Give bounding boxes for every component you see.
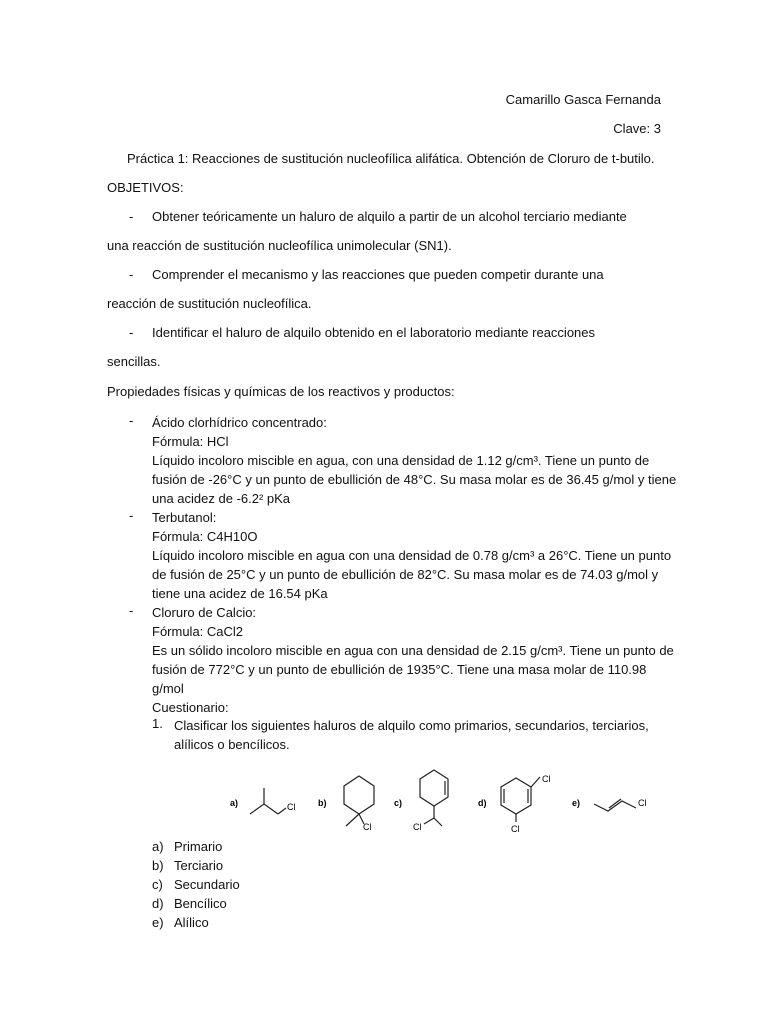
label-d: d) xyxy=(478,798,487,808)
bullet-dash: - xyxy=(129,508,134,523)
property-line: Terbutanol: xyxy=(152,510,217,525)
chlorine-label: Cl xyxy=(542,774,551,784)
answer-text: Alílico xyxy=(174,915,209,930)
objective-1-line1: Obtener teóricamente un haluro de alquilo a partir de un alcohol terciario mediante xyxy=(152,209,627,224)
structures-image xyxy=(226,764,660,836)
key-number: Clave: 3 xyxy=(613,121,661,136)
question-text xyxy=(174,716,649,754)
bullet-dash: - xyxy=(129,413,134,428)
chlorine-label: Cl xyxy=(287,802,296,812)
answer-letter: e) xyxy=(152,915,164,930)
practice-title: Práctica 1: Reacciones de sustitución nucleofílica alifática. Obtención de Cloruro de t-butilo. xyxy=(127,151,655,166)
chlorine-label: Cl xyxy=(511,824,520,834)
question-line2: alílicos o bencílicos. xyxy=(174,737,290,752)
answer-text: Primario xyxy=(174,839,223,854)
question-line1: Clasificar los siguientes haluros de alquilo como primarios, secundarios, terciarios, xyxy=(174,718,649,733)
property-line: Fórmula: CaCl2 xyxy=(152,624,244,639)
property-calcium-chloride xyxy=(152,603,674,717)
objective-2-line1: Comprender el mecanismo y las reacciones que pueden competir durante una xyxy=(152,267,604,282)
property-line: Ácido clorhídrico concentrado: xyxy=(152,415,327,430)
property-hcl xyxy=(152,413,676,508)
answer-text: Bencílico xyxy=(174,896,227,911)
questionnaire-heading: Cuestionario: xyxy=(152,700,229,715)
property-line: fusión de 772°C y un punto de ebullición de 1935°C. Tiene una masa molar de 110.98 xyxy=(152,662,647,677)
objectives-heading: OBJETIVOS: xyxy=(107,180,184,195)
author-name: Camarillo Gasca Fernanda xyxy=(505,92,661,107)
property-line: de fusión de 25°C y un punto de ebullición de 82°C. Su masa molar es de 74.03 g/mol y xyxy=(152,567,659,582)
property-line: Fórmula: C4H10O xyxy=(152,529,258,544)
label-e: e) xyxy=(572,798,581,808)
bullet-dash: - xyxy=(129,325,134,340)
property-line: Cloruro de Calcio: xyxy=(152,605,257,620)
properties-heading: Propiedades físicas y químicas de los reactivos y productos: xyxy=(107,384,455,399)
property-line: Líquido incoloro miscible en agua, con una densidad de 1.12 g/cm³. Tiene un punto de xyxy=(152,453,650,468)
label-c: c) xyxy=(394,798,403,808)
structure-c-ring xyxy=(420,770,448,806)
objective-3-line2: sencillas. xyxy=(107,354,161,369)
structure-b-ring xyxy=(344,776,374,814)
label-a: a) xyxy=(230,798,239,808)
objective-1-line2: una reacción de sustitución nucleofílica unimolecular (SN1). xyxy=(107,238,452,253)
property-line: Es un sólido incoloro miscible en agua con una densidad de 2.15 g/cm³. Tiene un punto de xyxy=(152,643,674,658)
answer-letter: a) xyxy=(152,839,164,854)
answer-letter: c) xyxy=(152,877,163,892)
structure-d-ring xyxy=(501,778,531,814)
property-line: Fórmula: HCl xyxy=(152,434,229,449)
bullet-dash: - xyxy=(129,209,134,224)
objective-2-line2: reacción de sustitución nucleofílica. xyxy=(107,296,312,311)
chlorine-label: Cl xyxy=(638,798,647,808)
chlorine-label: Cl xyxy=(413,822,422,832)
alkyl-halides-figure xyxy=(226,764,660,836)
property-line: g/mol xyxy=(152,681,184,696)
bullet-dash: - xyxy=(129,603,134,618)
answer-text: Secundario xyxy=(174,877,240,892)
property-terbutanol xyxy=(152,508,671,603)
property-line: fusión de -26°C y un punto de ebullición de 48°C. Su masa molar es de 36.45 g/mol y tiene xyxy=(152,472,677,487)
bullet-dash: - xyxy=(129,267,134,282)
objective-3-line1: Identificar el haluro de alquilo obtenido en el laboratorio mediante reacciones xyxy=(152,325,596,340)
property-line: Líquido incoloro miscible en agua con una densidad de 0.78 g/cm³ a 26°C. Tiene un punto xyxy=(152,548,672,563)
property-line: tiene una acidez de 16.54 pKa xyxy=(152,586,328,601)
answer-letter: b) xyxy=(152,858,164,873)
property-line: una acidez de -6.2² pKa xyxy=(152,491,291,506)
question-number: 1. xyxy=(152,716,163,731)
structure-e-chain xyxy=(594,801,636,811)
answer-letter: d) xyxy=(152,896,164,911)
structure-a-chain xyxy=(250,804,278,814)
label-b: b) xyxy=(318,798,327,808)
chlorine-label: Cl xyxy=(363,822,372,832)
answer-text: Terciario xyxy=(174,858,224,873)
